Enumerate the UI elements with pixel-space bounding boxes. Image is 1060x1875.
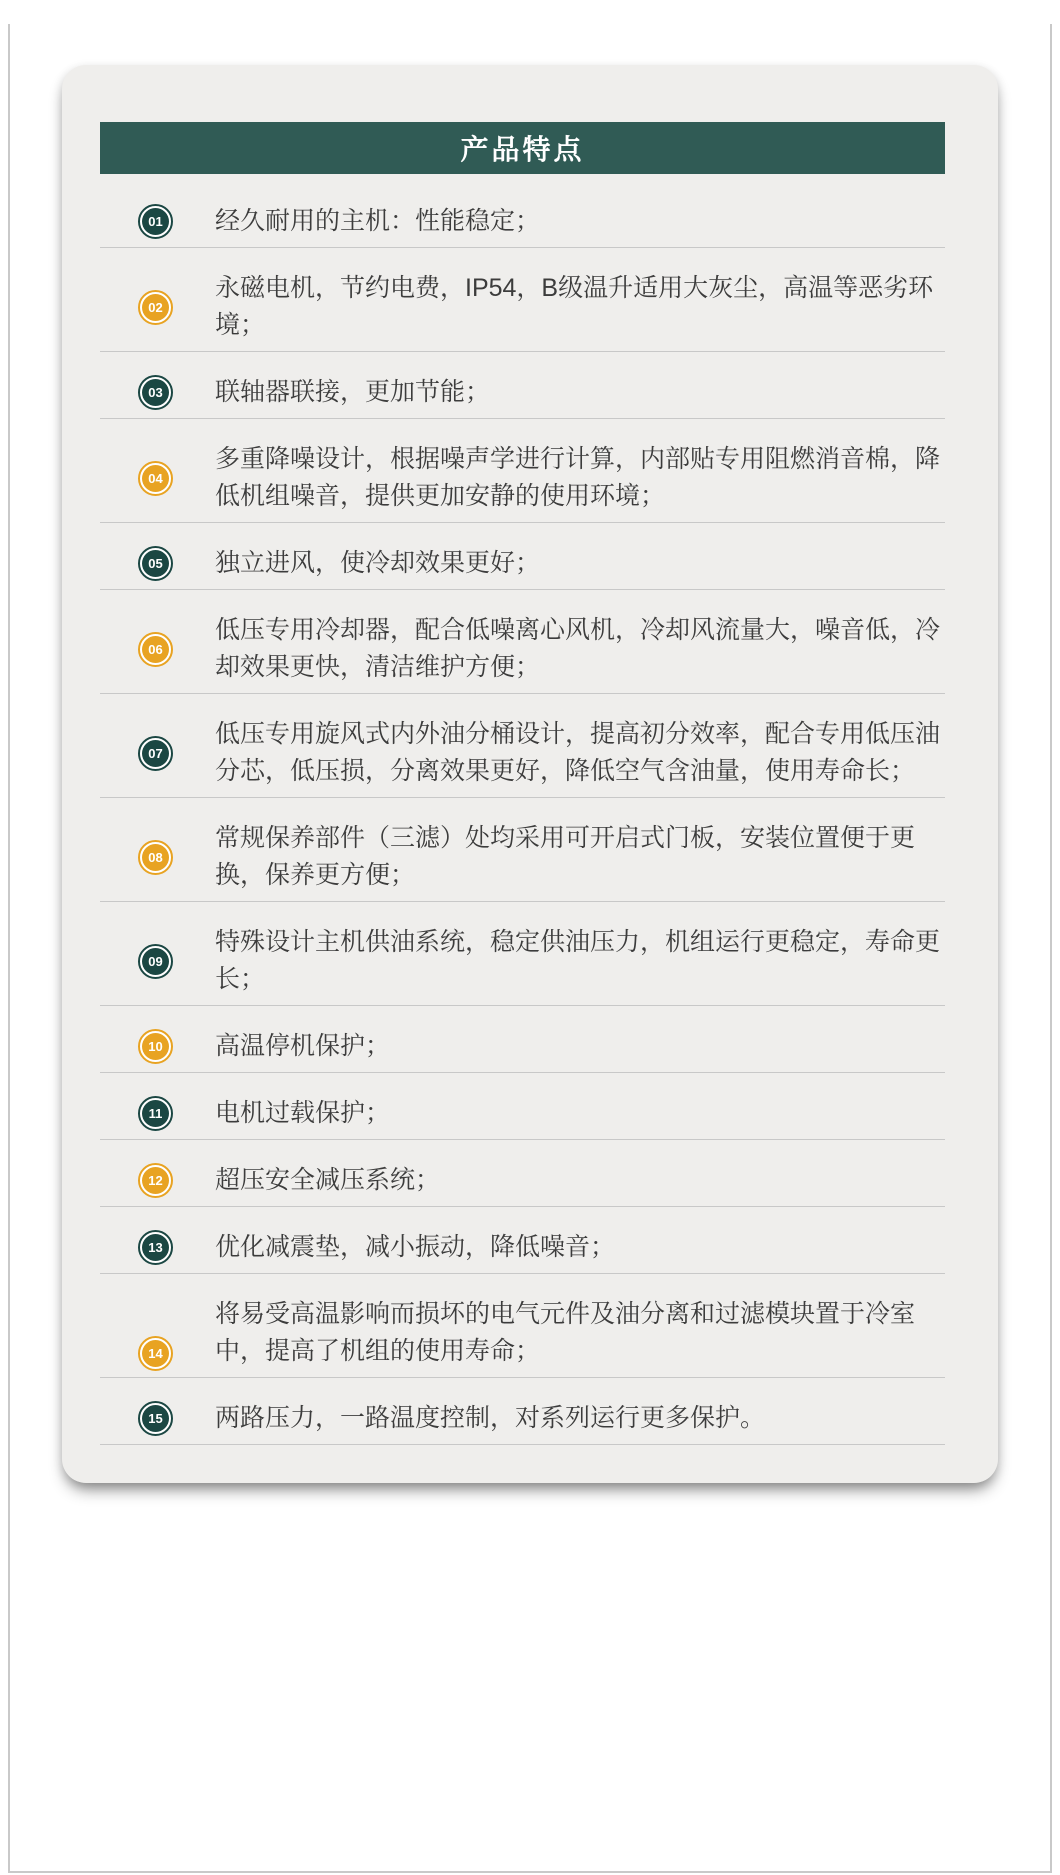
feature-number-badge <box>138 1401 173 1436</box>
feature-number: 10 <box>142 1033 169 1060</box>
badge-column <box>100 612 215 686</box>
feature-row <box>100 1140 945 1207</box>
badge-column <box>100 1296 215 1370</box>
badge-column <box>100 545 215 582</box>
feature-text: 低压专用旋风式内外油分桶设计，提高初分效率，配合专用低压油分芯，低压损，分离效果更好，降低空气含油量，使用寿命长； <box>215 720 941 785</box>
badge-column <box>100 924 215 998</box>
feature-number: 05 <box>142 550 169 577</box>
feature-text: 特殊设计主机供油系统，稳定供油压力，机组运行更稳定，寿命更长； <box>215 928 941 993</box>
feature-text: 常规保养部件（三滤）处均采用可开启式门板，安装位置便于更换，保养更方便； <box>215 824 916 889</box>
feature-row <box>100 1073 945 1140</box>
feature-text: 电机过载保护； <box>215 1099 391 1127</box>
feature-number: 14 <box>142 1340 169 1367</box>
feature-number: 15 <box>142 1405 169 1432</box>
badge-column <box>100 270 215 344</box>
feature-number: 03 <box>142 379 169 406</box>
feature-number: 02 <box>142 294 169 321</box>
feature-text: 独立进风，使冷却效果更好； <box>215 549 541 577</box>
feature-text: 两路压力，一路温度控制，对系列运行更多保护。 <box>215 1404 766 1432</box>
feature-number-badge <box>138 1336 173 1371</box>
badge-column <box>100 716 215 790</box>
feature-number: 12 <box>142 1167 169 1194</box>
section-header-bar <box>100 122 945 174</box>
badge-column <box>100 1229 215 1266</box>
feature-number-badge <box>138 290 173 325</box>
feature-number: 04 <box>142 465 169 492</box>
feature-number: 11 <box>142 1100 169 1127</box>
product-features-card <box>62 65 998 1483</box>
feature-row <box>100 798 945 902</box>
badge-column <box>100 820 215 894</box>
feature-text: 永磁电机，节约电费，IP54，B级温升适用大灰尘，高温等恶劣环境； <box>215 274 934 339</box>
feature-number-badge <box>138 1230 173 1265</box>
badge-column <box>100 1400 215 1437</box>
feature-row <box>100 590 945 694</box>
feature-number: 09 <box>142 948 169 975</box>
features-list <box>100 181 945 1445</box>
feature-row <box>100 1274 945 1378</box>
feature-row <box>100 248 945 352</box>
feature-text: 将易受高温影响而损坏的电气元件及油分离和过滤模块置于冷室中，提高了机组的使用寿命； <box>215 1300 916 1365</box>
feature-number: 13 <box>142 1234 169 1261</box>
feature-text: 低压专用冷却器，配合低噪离心风机，冷却风流量大，噪音低，冷却效果更快，清洁维护方便； <box>215 616 941 681</box>
feature-number: 07 <box>142 740 169 767</box>
feature-text: 多重降噪设计，根据噪声学进行计算，内部贴专用阻燃消音棉，降低机组噪音，提供更加安静的使用环境； <box>215 445 941 510</box>
feature-number-badge <box>138 204 173 239</box>
feature-number-badge <box>138 840 173 875</box>
feature-text: 联轴器联接，更加节能； <box>215 378 491 406</box>
feature-number-badge <box>138 1029 173 1064</box>
feature-row <box>100 694 945 798</box>
badge-column <box>100 441 215 515</box>
feature-number-badge <box>138 546 173 581</box>
feature-number-badge <box>138 375 173 410</box>
feature-text: 经久耐用的主机：性能稳定； <box>215 207 541 235</box>
feature-number-badge <box>138 632 173 667</box>
badge-column <box>100 1028 215 1065</box>
feature-row <box>100 523 945 590</box>
feature-number-badge <box>138 944 173 979</box>
feature-number: 06 <box>142 636 169 663</box>
feature-number: 08 <box>142 844 169 871</box>
feature-row <box>100 419 945 523</box>
feature-row <box>100 1207 945 1274</box>
feature-row <box>100 181 945 248</box>
feature-number-badge <box>138 1096 173 1131</box>
badge-column <box>100 374 215 411</box>
feature-row <box>100 352 945 419</box>
feature-number-badge <box>138 1163 173 1198</box>
feature-row <box>100 902 945 1006</box>
feature-number-badge <box>138 736 173 771</box>
feature-row <box>100 1378 945 1445</box>
feature-text: 高温停机保护； <box>215 1032 391 1060</box>
feature-text: 优化减震垫，减小振动，降低噪音； <box>215 1233 616 1261</box>
section-title: 产品特点 <box>460 134 585 165</box>
feature-number-badge <box>138 461 173 496</box>
feature-row <box>100 1006 945 1073</box>
badge-column <box>100 203 215 240</box>
feature-text: 超压安全减压系统； <box>215 1166 441 1194</box>
feature-number: 01 <box>142 208 169 235</box>
badge-column <box>100 1095 215 1132</box>
badge-column <box>100 1162 215 1199</box>
